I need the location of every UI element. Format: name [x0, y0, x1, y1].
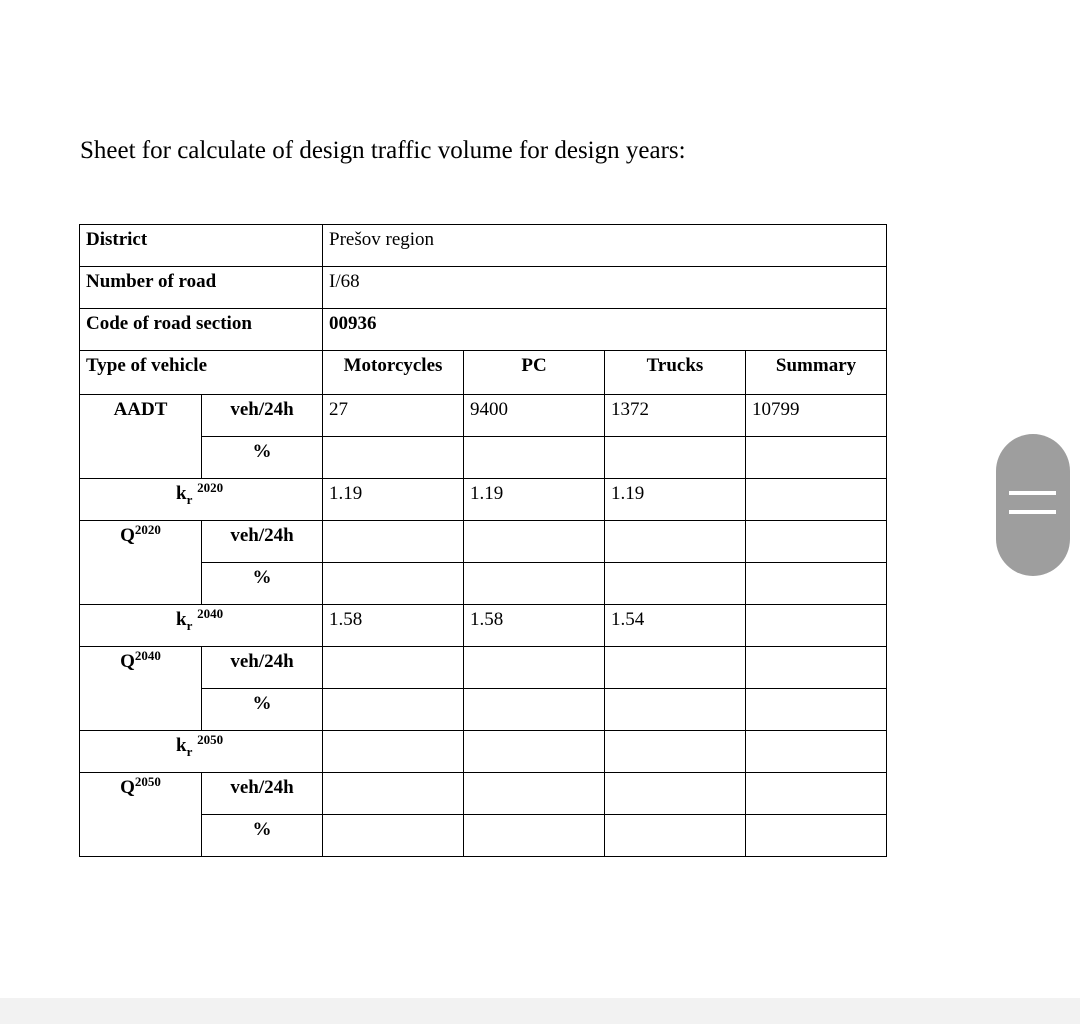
table-row [80, 563, 887, 605]
table-cell [746, 437, 887, 479]
table-row [80, 309, 887, 351]
q-2020-label: $Q^{2020}$ [80, 521, 202, 605]
q-2020-unit-veh: veh/24h [202, 521, 323, 563]
table-cell [323, 689, 464, 731]
table-cell [605, 437, 746, 479]
table-row [80, 731, 887, 773]
kr-2040-summary [746, 605, 887, 647]
table-row [80, 437, 887, 479]
kr-2040-pc: 1.58 [464, 605, 605, 647]
table-cell [746, 521, 887, 563]
table-cell [323, 731, 464, 773]
table-cell [323, 647, 464, 689]
table-cell [746, 647, 887, 689]
aadt-summary-value: 10799 [746, 395, 887, 437]
table-cell [464, 815, 605, 857]
table-cell [323, 815, 464, 857]
q-2040-unit-pct: % [202, 689, 323, 731]
table-row [80, 521, 887, 563]
table-cell [746, 773, 887, 815]
table-cell [464, 731, 605, 773]
table-row [80, 815, 887, 857]
q-2040-unit-veh: veh/24h [202, 647, 323, 689]
kr-2020-motorcycles: 1.19 [323, 479, 464, 521]
q-2050-unit-veh: veh/24h [202, 773, 323, 815]
table-cell [746, 815, 887, 857]
vehicle-type-label: Type of vehicle [80, 351, 323, 395]
kr-2040-label: $k_r$ $^{2040}$ [80, 605, 323, 647]
table-cell [605, 521, 746, 563]
kr-2050-label: $k_r$ $^{2050}$ [80, 731, 323, 773]
road-number-label: Number of road [80, 267, 323, 309]
kr-2020-pc: 1.19 [464, 479, 605, 521]
table-row [80, 395, 887, 437]
section-code-label: Code of road section [80, 309, 323, 351]
kr-2020-summary [746, 479, 887, 521]
section-code-value: 00936 [323, 309, 887, 351]
column-header-pc: PC [464, 351, 605, 395]
table-cell [605, 689, 746, 731]
table-cell [464, 647, 605, 689]
column-header-summary: Summary [746, 351, 887, 395]
q-2020-unit-pct: % [202, 563, 323, 605]
district-label: District [80, 225, 323, 267]
table-cell [746, 689, 887, 731]
district-value: Prešov region [323, 225, 887, 267]
table-cell [323, 563, 464, 605]
document-heading: Sheet for calculate of design traffic volume for design years: [80, 137, 686, 164]
aadt-unit-pct: % [202, 437, 323, 479]
table-header-row [80, 351, 887, 395]
aadt-motorcycles-value: 27 [323, 395, 464, 437]
kr-2040-trucks: 1.54 [605, 605, 746, 647]
q-2050-unit-pct: % [202, 815, 323, 857]
table-cell [605, 731, 746, 773]
q-2050-label: $Q^{2050}$ [80, 773, 202, 857]
kr-2040-motorcycles: 1.58 [323, 605, 464, 647]
column-header-trucks: Trucks [605, 351, 746, 395]
table-row [80, 647, 887, 689]
table-cell [464, 689, 605, 731]
column-header-motorcycles: Motorcycles [323, 351, 464, 395]
traffic-volume-table [79, 224, 887, 857]
table-row [80, 225, 887, 267]
table-cell [323, 437, 464, 479]
footer-bar [0, 998, 1080, 1024]
aadt-trucks-value: 1372 [605, 395, 746, 437]
table-row [80, 479, 887, 521]
kr-2020-trucks: 1.19 [605, 479, 746, 521]
table-cell [464, 563, 605, 605]
table-cell [323, 521, 464, 563]
table-cell [746, 731, 887, 773]
table-row [80, 773, 887, 815]
q-2040-label: $Q^{2040}$ [80, 647, 202, 731]
aadt-label: AADT [80, 395, 202, 479]
kr-2020-label: $k_r$ $^{2020}$ [80, 479, 323, 521]
scroll-handle[interactable] [996, 434, 1070, 576]
table-row [80, 605, 887, 647]
table-cell [746, 563, 887, 605]
aadt-pc-value: 9400 [464, 395, 605, 437]
table-cell [323, 773, 464, 815]
table-cell [605, 647, 746, 689]
table-cell [605, 563, 746, 605]
table-cell [464, 521, 605, 563]
table-row [80, 689, 887, 731]
table-cell [605, 815, 746, 857]
table-cell [464, 437, 605, 479]
table-row [80, 267, 887, 309]
table-cell [605, 773, 746, 815]
road-number-value: I/68 [323, 267, 887, 309]
aadt-unit-veh: veh/24h [202, 395, 323, 437]
table-cell [464, 773, 605, 815]
